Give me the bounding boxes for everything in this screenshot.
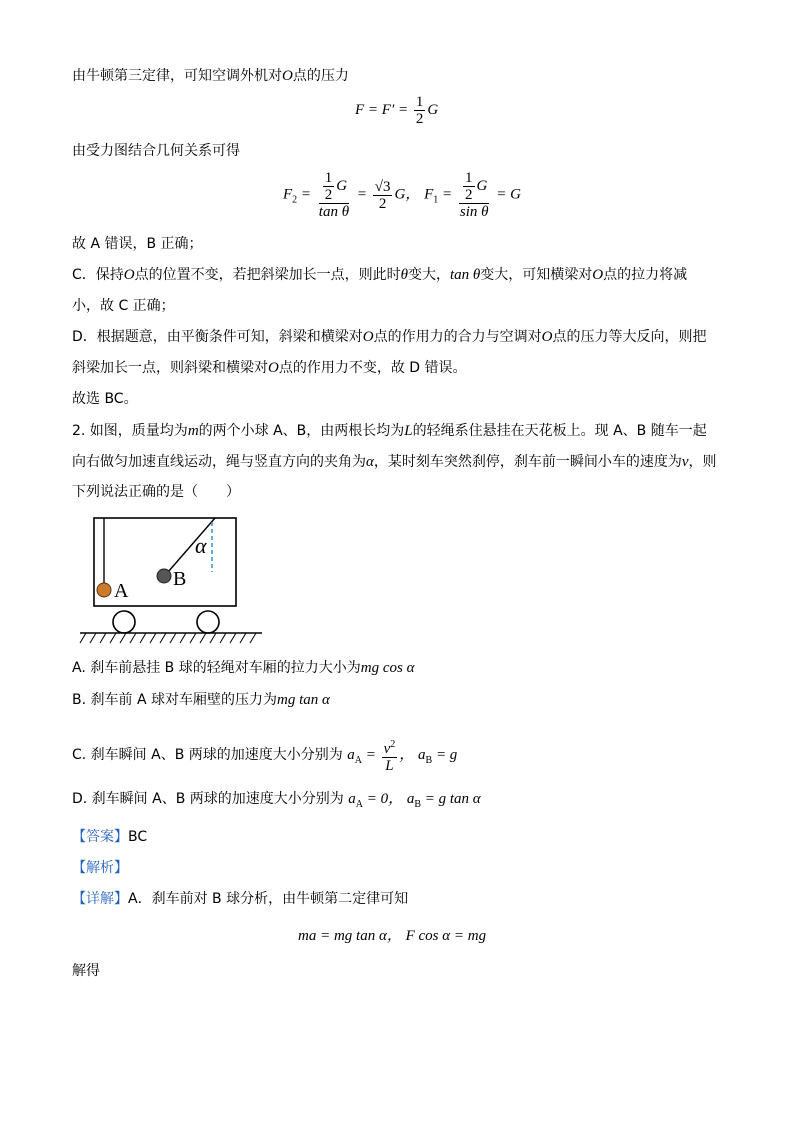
rope-b [168,518,215,572]
wheel-right [197,611,219,633]
label-b: B [173,568,187,590]
option-a: A. 刹车前悬挂 B 球的轻绳对车厢的拉力大小为mg cos α [72,660,415,676]
text-line-7: 斜梁加长一点，则斜梁和横梁对O点的作用力不变，故 D 错误。 [72,360,467,376]
ground-hatching [80,633,256,643]
option-c: C. 刹车瞬间 A、B 两球的加速度大小分别为 $a_A$ = $\frac{v^2}{L}$ ， $a_B = g$ [72,739,458,774]
equation-f-equals: F = F′ = $\frac{1}{2}$ G [355,94,439,127]
detail-line: 【详解】A．刹车前对 B 球分析，由牛顿第二定律可知 [72,891,409,907]
option-d: D. 刹车瞬间 A、B 两球的加速度大小分别为 $a_A = 0$， $a_B = g$ tan α [72,791,481,810]
question-2-line-1: 2. 如图，质量均为m的两个小球 A、B，由两根长均为L的轻绳系住悬挂在天花板上。现 A、B 随车一起 [72,423,707,439]
text-line-1: 由牛顿第三定律，可知空调外机对O点的压力 [72,68,349,84]
text-line-4: C．保持O点的位置不变，若把斜梁加长一点，则此时θ变大，tan θ变大，可知横梁对O点的拉力将减 [72,267,688,283]
wheel-left [113,611,135,633]
detail-tag: 【详解】 [72,891,128,907]
text-line-8: 故选 BC。 [72,391,138,407]
solve-line: 解得 [72,963,100,979]
text-line-5: 小，故 C 正确； [72,298,175,314]
equation-f2-f1: $F_2$ = $\frac{1}{2}$ G tan θ = $\frac{√3}{2}$ G， $F_1$ = $\frac{1}{2}$ G sin θ = G [283,170,521,220]
equation-newton-b: ma = mg tan α， F cos α = mg [298,928,487,944]
ball-a [97,583,111,597]
answer-line: 【答案】BC [72,829,148,845]
text-line-2: 由受力图结合几何关系可得 [72,143,240,159]
label-a: A [114,580,129,602]
option-b: B. 刹车前 A 球对车厢壁的压力为mg tan α [72,692,330,708]
text-line-3: 故 A 错误，B 正确； [72,236,203,252]
answer-tag: 【答案】 [72,829,128,845]
analysis-tag: 【解析】 [72,860,128,876]
question-2-line-3: 下列说法正确的是（ ） [72,484,240,500]
text-line-6: D．根据题意，由平衡条件可知，斜梁和横梁对O点的作用力的合力与空调对O点的压力等大反向，则把 [72,329,707,345]
label-alpha: α [195,533,207,558]
question-2-line-2: 向右做匀加速直线运动，绳与竖直方向的夹角为α，某时刻车突然刹停，刹车前一瞬间小车的速度为v，则 [72,454,717,470]
cart-diagram [72,512,272,648]
ball-b [157,569,171,583]
